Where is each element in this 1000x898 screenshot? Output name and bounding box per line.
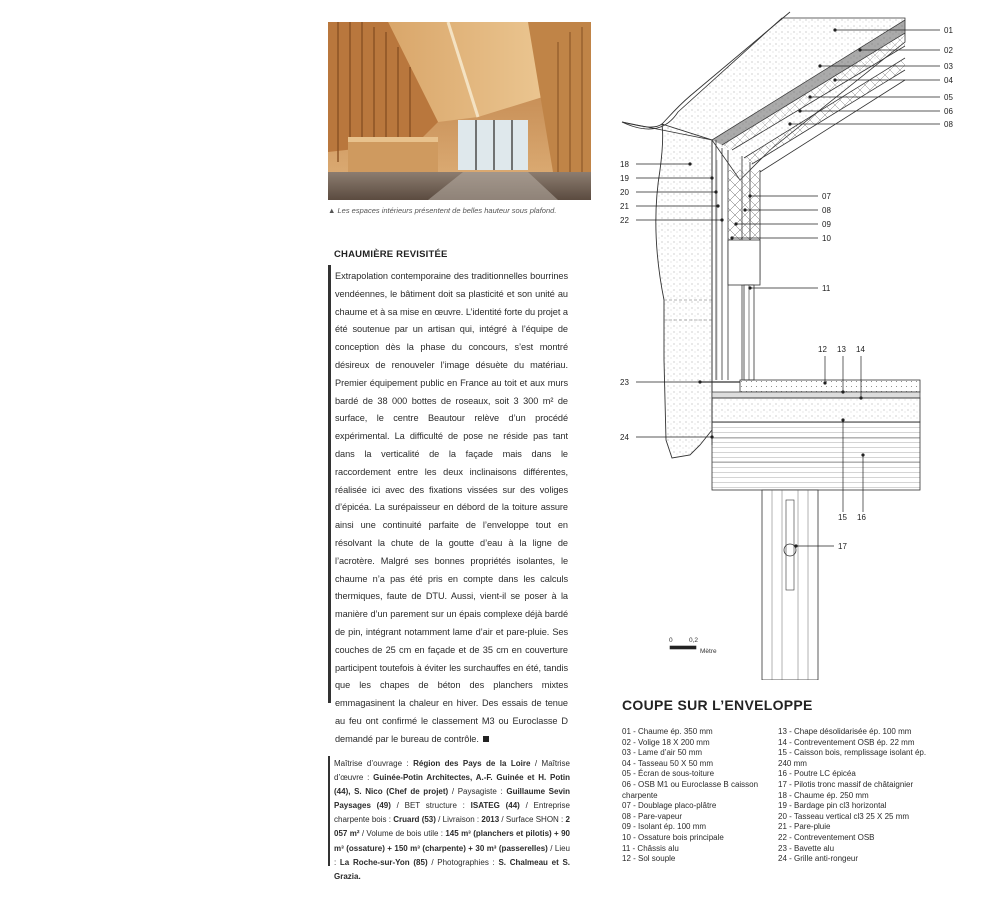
label-17: 17: [838, 542, 847, 551]
legend-item: 08 - Pare-vapeur: [622, 811, 683, 821]
credits-value: 2013: [481, 815, 500, 825]
article-body: [335, 268, 568, 749]
legend-item: 07 - Doublage placo-plâtre: [622, 801, 717, 811]
legend-item: 15 - Caisson bois, remplissage isolant ép. 240 mm: [778, 748, 927, 768]
legend-item: 24 - Grille anti-rongeur: [778, 854, 859, 864]
credits-value: S. Chalmeau et S. Grazia.: [334, 857, 571, 881]
legend-item: 11 - Châssis alu: [622, 843, 679, 853]
legend-item: 20 - Tasseau vertical cl3 25 X 25 mm: [778, 811, 910, 821]
legend-item: 02 - Volige 18 X 200 mm: [622, 737, 710, 747]
legend-item: 04 - Tasseau 50 X 50 mm: [622, 758, 714, 768]
legend-item: 17 - Pilotis tronc massif de châtaignier: [778, 779, 914, 789]
legend-item: 05 - Écran de sous-toiture: [622, 769, 715, 779]
credits-label: / Maîtrise d’œuvre :: [334, 759, 570, 783]
label-10: 10: [822, 234, 831, 243]
end-mark-icon: [483, 736, 489, 742]
legend-item: 10 - Ossature bois principale: [622, 832, 724, 842]
scale-unit: Mètre: [700, 648, 717, 655]
label-11: 11: [822, 284, 831, 293]
credits-value: Cruard (53): [393, 815, 436, 825]
article-title: CHAUMIÈRE REVISITÉE: [334, 249, 448, 260]
label-13: 13: [837, 345, 846, 354]
credits-value: Guinée-Potin Architectes, A.-F. Guinée et H. Potin (44), S. Nico (Chef de projet): [334, 773, 570, 797]
legend-item: 09 - Isolant ép. 100 mm: [622, 822, 707, 832]
label-03: 03: [944, 62, 953, 71]
legend-item: 06 - OSB M1 ou Euroclasse B caisson charpente: [622, 779, 759, 800]
credits-label: / Livraison :: [435, 815, 482, 825]
credits-label: / Lieu :: [334, 843, 570, 867]
label-15: 15: [838, 513, 847, 522]
credits-rule: [328, 756, 330, 866]
label-09: 09: [822, 220, 831, 229]
label-12: 12: [818, 345, 827, 354]
credits-label: Maîtrise d’ouvrage :: [334, 759, 414, 768]
label-02: 02: [944, 46, 953, 55]
credits-label: / Volume de bois utile :: [359, 829, 446, 839]
credits: [334, 757, 570, 884]
label-14: 14: [856, 345, 865, 354]
scale-max: 0,2: [689, 637, 699, 644]
credits-label: / Entreprise charpente bois :: [334, 801, 570, 825]
credits-value: La Roche-sur-Yon (85): [339, 857, 428, 867]
legend-item: 16 - Poutre LC épicéa: [778, 769, 856, 779]
label-04: 04: [944, 76, 953, 85]
credits-value: ISATEG (44): [470, 801, 520, 811]
credits-value: 2 057 m²: [334, 815, 570, 839]
credits-value: 145 m³ (planchers et pilotis) + 90 m³ (ossature) + 150 m³ (charpente) + 30 m³ (passerelles): [334, 829, 570, 853]
label-08-top: 08: [944, 120, 953, 129]
credits-label: / BET structure :: [390, 801, 471, 811]
credits-value: Guillaume Sevin Paysages (49): [334, 787, 571, 811]
photo-caption: ▲ Les espaces intérieurs présentent de belles hauteur sous plafond.: [328, 206, 557, 215]
credits-label: / Photographies :: [427, 857, 499, 867]
label-24: 24: [620, 433, 629, 442]
legend-column-1: [622, 727, 780, 865]
label-06: 06: [944, 107, 953, 116]
envelope-section-drawing: [600, 0, 1000, 680]
legend-item: 23 - Bavette alu: [778, 843, 835, 853]
label-05: 05: [944, 93, 953, 102]
scale-zero: 0: [669, 637, 673, 644]
label-18: 18: [620, 160, 629, 169]
legend-item: 19 - Bardage pin cl3 horizontal: [778, 801, 887, 811]
label-23: 23: [620, 378, 629, 387]
article-text: Extrapolation contemporaine des traditionnelles bourrines vendéennes, le bâtiment doit sa plasticité et son unité au chaume et à sa mise en œuvre. L’identité forte du projet a été soutenue par un artisan qui, intégré à l’équipe de conception dès la phase du concours, s’est montré désireux de renouveler l’image désuète du matériau. Premier équipement public en France au toit et aux murs bardé de 38 000 bottes de roseaux, soit 3 300 m² de surface, le centre Beautour relève d’un procédé expérimental. La difficulté de pose ne réside pas tant dans la verticalité de la façade mais dans le raccordement entre les deux inclinaisons différentes, réalisée ici avec des fixations vissées sur des voliges d’épicéa. La surépaisseur en débord de la toiture assure ainsi une continuité parfaite de l’enveloppe tout en résolvant la chute de la goutte d’eau à la ligne de l’acrotère. Malgré ses bonnes propriétés isolantes, le chaume n’a pas été pris en compte dans les calculs thermiques, faute de DTU. Aussi, vient-il se poser à la manière d’un parement sur un épais complexe déjà bardé de pin, intégrant notamment lame d’air et pare-pluie. Ses couches de 25 cm en façade et de 35 cm en couverture participent toutefois à éviter les surchauffes en été, tandis que les chapes de béton des planchers mixtes emmagasinent la chaleur en hiver. Des essais de tenue au feu ont confirmé le classement M3 ou Euroclasse D demandé par le bureau de contrôle.: [335, 271, 568, 744]
credits-label: / Paysagiste :: [448, 787, 507, 797]
label-08: 08: [822, 206, 831, 215]
label-20: 20: [620, 188, 629, 197]
interior-photo: [328, 22, 591, 200]
legend-column-2: [778, 727, 938, 865]
label-07: 07: [822, 192, 831, 201]
label-22: 22: [620, 216, 629, 225]
legend-item: 14 - Contreventement OSB ép. 22 mm: [778, 737, 915, 747]
legend-item: 18 - Chaume ép. 250 mm: [778, 790, 869, 800]
label-16: 16: [857, 513, 866, 522]
legend-item: 22 - Contreventement OSB: [778, 832, 875, 842]
legend-item: 21 - Pare-pluie: [778, 822, 831, 832]
legend-item: 12 - Sol souple: [622, 854, 676, 864]
legend-item: 03 - Lame d’air 50 mm: [622, 748, 703, 758]
label-01: 01: [944, 26, 953, 35]
legend-item: 01 - Chaume ép. 350 mm: [622, 727, 713, 736]
label-19: 19: [620, 174, 629, 183]
article-rule: [328, 265, 331, 703]
label-21: 21: [620, 202, 629, 211]
scale-bar: [668, 634, 728, 664]
section-title: COUPE SUR L’ENVELOPPE: [622, 697, 813, 713]
credits-value: Région des Pays de la Loire: [413, 759, 531, 768]
legend-item: 13 - Chape désolidarisée ép. 100 mm: [778, 727, 912, 736]
credits-label: / Surface SHON :: [499, 815, 566, 825]
